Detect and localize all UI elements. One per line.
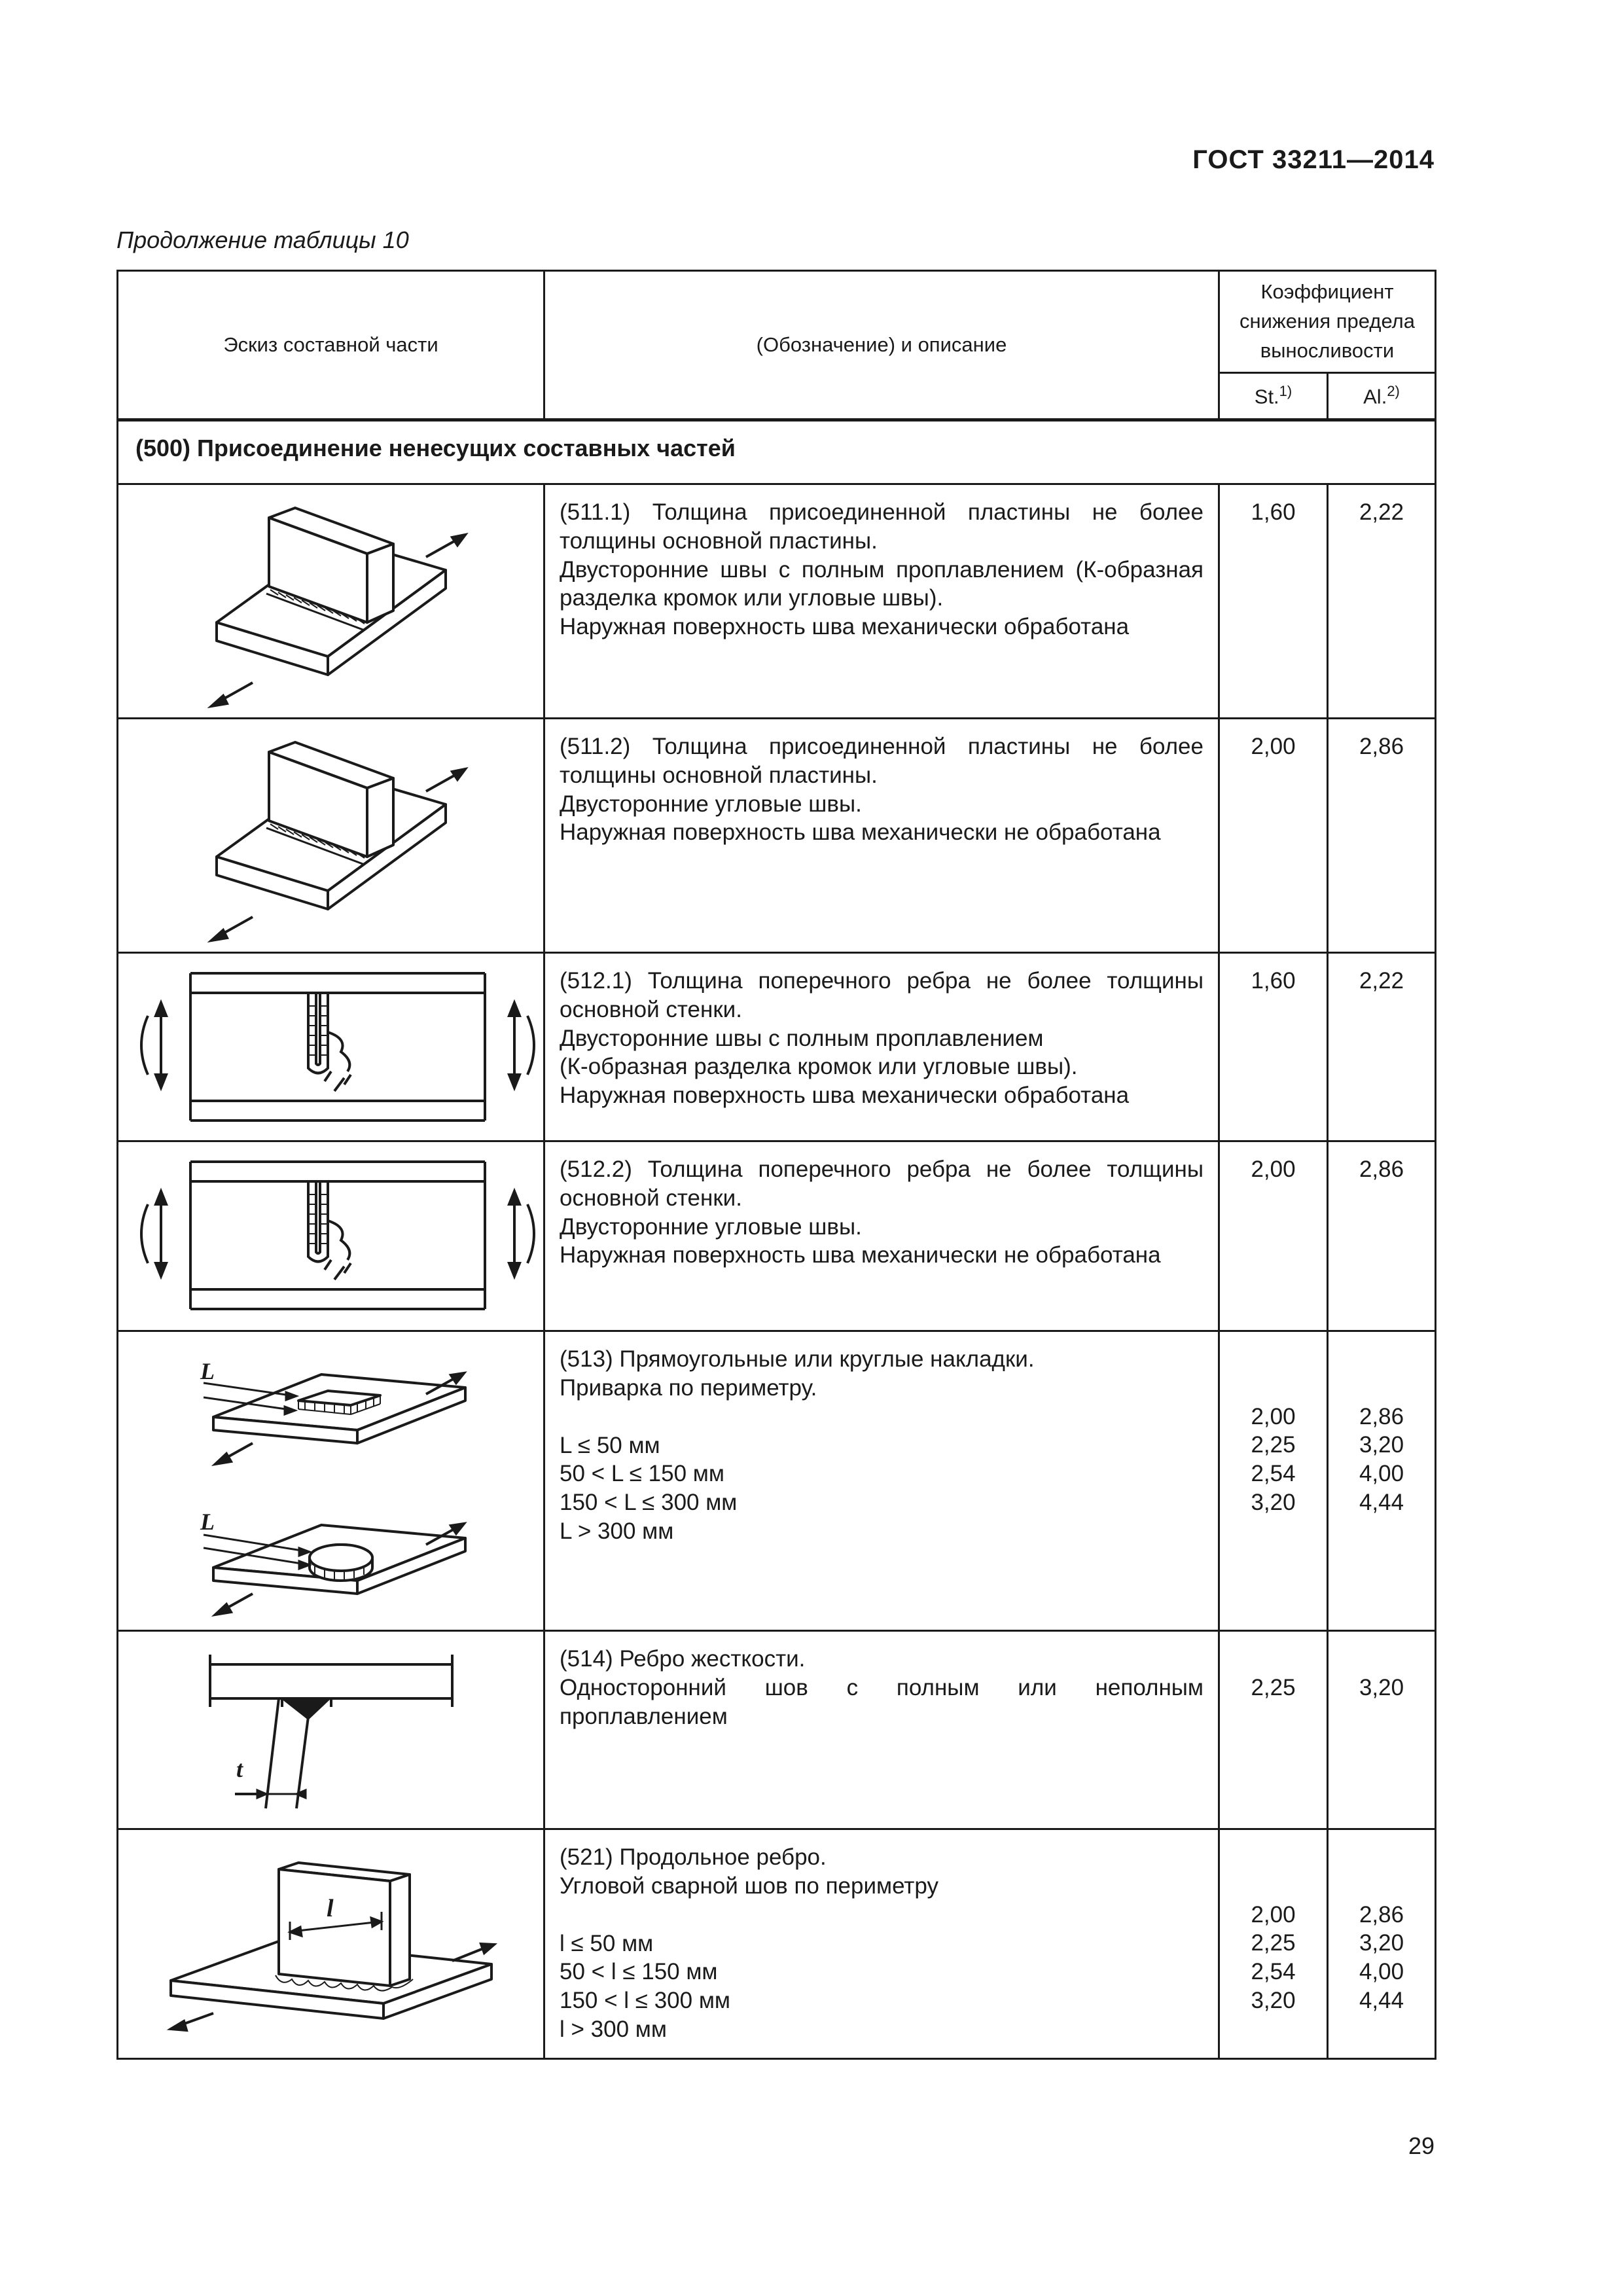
sketch-514 xyxy=(118,1631,544,1829)
st-514: 2,25 xyxy=(1219,1631,1328,1829)
desc-512-1: (512.1) Толщина поперечного ребра не более толщины основной стенки. Двусторонние швы с полным проплавлением (К-образная разделка кромок или угловые швы). Наружная поверхность шва механически обработана xyxy=(544,953,1219,1141)
header-steel: St.$^{1)}$ xyxy=(1219,373,1328,420)
desc-521: (521) Продольное ребро. Угловой сварной шов по периметру l ≤ 50 мм 50 < l ≤ 150 мм 150 < l ≤ 300 мм l > 300 мм xyxy=(544,1829,1219,2059)
sketch-stiffener xyxy=(118,1632,544,1828)
section-title-cell xyxy=(118,420,1436,484)
desc-514: (514) Ребро жесткости. Односторонний шов с полным или неполным проплавлением xyxy=(544,1631,1219,1829)
sketch-512-1 xyxy=(118,953,544,1141)
st-511-2: 2,00 xyxy=(1219,719,1328,953)
patch-dim-label-1: L xyxy=(200,1358,215,1384)
al-512-1: 2,22 xyxy=(1328,953,1436,1141)
st-521: 2,00 2,25 2,54 3,20 xyxy=(1219,1829,1328,2059)
al-511-1: 2,22 xyxy=(1328,484,1436,719)
header-coefficient: Коэффициент снижения предела выносливости xyxy=(1219,271,1436,373)
sketch-cover-plates xyxy=(118,1332,544,1630)
section-title: (500) Присоединение ненесущих составных частей xyxy=(135,435,736,461)
sketch-longitudinal-rib xyxy=(118,1830,544,2058)
st-513: 2,00 2,25 2,54 3,20 xyxy=(1219,1331,1328,1631)
header-aluminium: Al.$^{2)}$ xyxy=(1328,373,1436,420)
sketch-511-2 xyxy=(118,719,544,953)
desc-513: (513) Прямоугольные или круглые накладки. Приварка по периметру. L ≤ 50 мм 50 < L ≤ 150 мм 150 < L ≤ 300 мм L > 300 мм xyxy=(544,1331,1219,1631)
sketch-transverse-rib-ground xyxy=(118,954,544,1140)
sketch-512-2 xyxy=(118,1141,544,1331)
patch-dim-label-2: L xyxy=(200,1509,215,1535)
thickness-label: t xyxy=(236,1756,243,1782)
sketch-transverse-rib-fillet xyxy=(118,1142,544,1330)
al-514: 3,20 xyxy=(1328,1631,1436,1829)
sketch-511-1 xyxy=(118,484,544,719)
al-512-2: 2,86 xyxy=(1328,1141,1436,1331)
sketch-521 xyxy=(118,1829,544,2059)
fatigue-coefficient-table xyxy=(116,270,1436,2060)
al-511-2: 2,86 xyxy=(1328,719,1436,953)
page-number: 29 xyxy=(1408,2132,1435,2159)
desc-511-1: (511.1) Толщина присоединенной пластины не более толщины основной пластины. Двусторонние швы с полным проплавлением (К-образная разделка кромок или угловые швы). Наружная поверхность шва механически обработана xyxy=(544,484,1219,719)
st-511-1: 1,60 xyxy=(1219,484,1328,719)
rib-length-label: l xyxy=(327,1895,334,1922)
header-description: (Обозначение) и описание xyxy=(544,271,1219,420)
table-continuation-label: Продолжение таблицы 10 xyxy=(116,226,409,253)
al-521: 2,86 3,20 4,00 4,44 xyxy=(1328,1829,1436,2059)
desc-511-2: (511.2) Толщина присоединенной пластины не более толщины основной пластины. Двусторонние угловые швы. Наружная поверхность шва механически не обработана xyxy=(544,719,1219,953)
sketch-513 xyxy=(118,1331,544,1631)
sketch-tee-joint-ground xyxy=(118,485,544,717)
standard-code: ГОСТ 33211—2014 xyxy=(1192,145,1435,174)
st-512-1: 1,60 xyxy=(1219,953,1328,1141)
sketch-tee-joint-fillet xyxy=(118,719,544,952)
al-513: 2,86 3,20 4,00 4,44 xyxy=(1328,1331,1436,1631)
st-512-2: 2,00 xyxy=(1219,1141,1328,1331)
desc-512-2: (512.2) Толщина поперечного ребра не более толщины основной стенки. Двусторонние угловые швы. Наружная поверхность шва механически не обработана xyxy=(544,1141,1219,1331)
header-sketch: Эскиз составной части xyxy=(118,271,544,420)
